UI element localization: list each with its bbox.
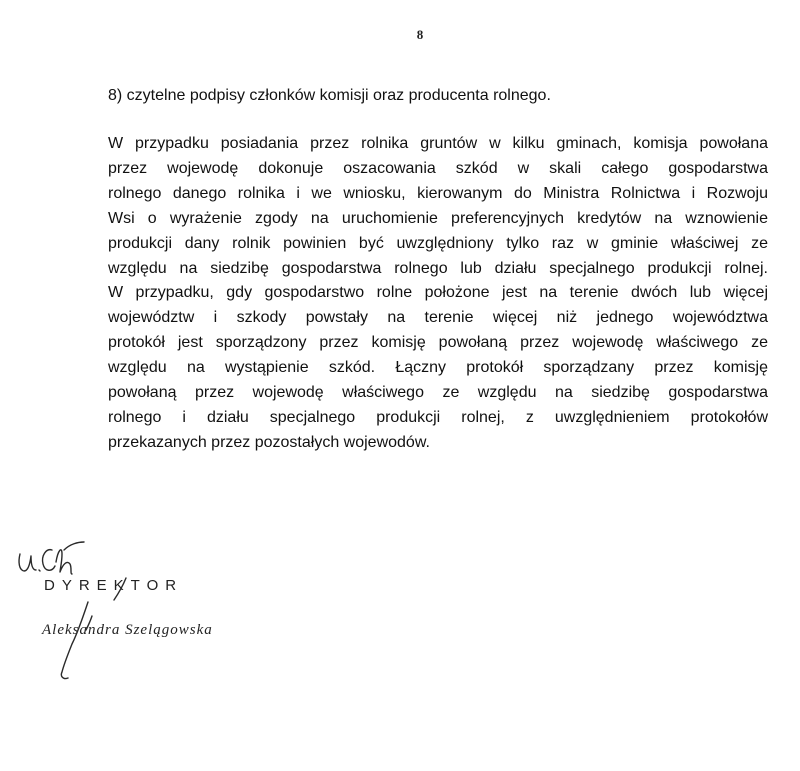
paragraph-line: przekazanych przez pozostałych wojewodów.	[108, 433, 430, 451]
signature-block	[0, 520, 320, 720]
director-title: DYREKTOR	[44, 577, 184, 594]
paragraph-line: względu na siedzibę gospodarstwa rolnego lub działu specjalnego produkcji rolnej.	[108, 259, 768, 277]
body-paragraph	[108, 132, 768, 456]
paragraph-line: Wsi o wyrażenie zgody na uruchomienie preferencyjnych kredytów na wznowienie	[108, 209, 768, 227]
paragraph-line: rolnego danego rolnika i we wniosku, kierowanym do Ministra Rolnictwa i Rozwoju	[108, 184, 768, 202]
paragraph-line: rolnego i działu specjalnego produkcji rolnej, z uwzględnieniem protokołów	[108, 408, 768, 426]
paragraph-line: produkcji dany rolnik powinien być uwzględniony tylko raz w gminie właściwej ze	[108, 234, 768, 252]
page-number: 8	[416, 27, 424, 42]
handwritten-signature	[0, 520, 320, 720]
paragraph-line: protokół jest sporządzony przez komisję powołaną przez wojewodę właściwego ze	[108, 334, 768, 352]
list-item-8: 8) czytelne podpisy członków komisji oraz producenta rolnego.	[108, 87, 551, 104]
paragraph-line: względu na wystąpienie szkód. Łączny protokół sporządzany przez komisję	[108, 359, 768, 377]
paragraph-line: przez wojewodę dokonuje oszacowania szkód w skali całego gospodarstwa	[108, 159, 768, 177]
paragraph-line: województw i szkody powstały na terenie więcej niż jednego województwa	[108, 309, 768, 327]
paragraph-line: W przypadku, gdy gospodarstwo rolne położone jest na terenie dwóch lub więcej	[108, 284, 768, 302]
director-name: Aleksandra Szelągowska	[42, 622, 213, 638]
paragraph-line: powołaną przez wojewodę właściwego ze względu na siedzibę gospodarstwa	[108, 384, 768, 402]
paragraph-line: W przypadku posiadania przez rolnika gruntów w kilku gminach, komisja powołana	[108, 135, 768, 152]
